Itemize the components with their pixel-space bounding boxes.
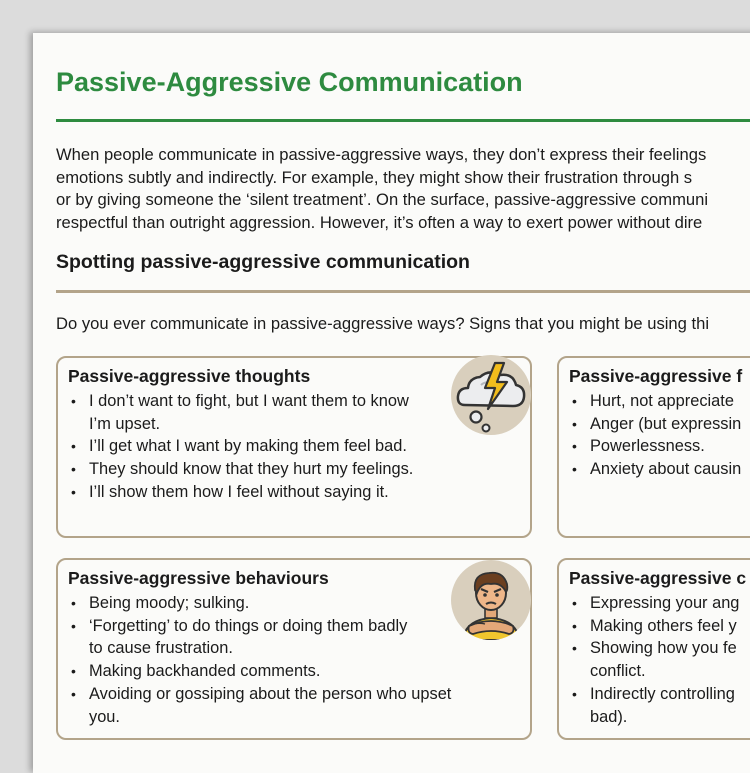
list-item bbox=[569, 390, 750, 413]
list-item-line: conflict. bbox=[590, 662, 646, 681]
intro-paragraph bbox=[56, 144, 750, 234]
list-item-line: • Making backhanded comments. bbox=[89, 662, 321, 681]
list-item-line: • Hurt, not appreciate bbox=[590, 392, 734, 410]
list-item-line: I’m upset. bbox=[89, 414, 161, 433]
card-feelings bbox=[557, 356, 750, 538]
card-list bbox=[569, 592, 750, 728]
list-item bbox=[569, 683, 750, 728]
intro-line: emotions subtly and indirectly. For example, they might show their frustration through s bbox=[56, 167, 693, 187]
card-title: Passive-aggressive f bbox=[569, 366, 743, 386]
list-item-line: • Anger (but expressin bbox=[590, 414, 742, 433]
list-item-line: • Being moody; sulking. bbox=[89, 594, 250, 612]
list-item-line: • I’ll show them how I feel without saying it. bbox=[89, 482, 389, 501]
list-item-line: • Showing how you fe bbox=[590, 639, 737, 658]
list-item-line: • Making others feel y bbox=[590, 616, 737, 635]
list-item-line: bad). bbox=[590, 707, 628, 726]
page-title: Passive-Aggressive Communication bbox=[56, 67, 523, 97]
list-item-line: you. bbox=[89, 707, 120, 726]
list-item-line: • ‘Forgetting’ to do things or doing them badly bbox=[89, 616, 408, 635]
list-item-line: to cause frustration. bbox=[89, 639, 233, 658]
section-divider bbox=[56, 290, 750, 293]
list-item-line: • Expressing your ang bbox=[590, 594, 740, 612]
list-item bbox=[569, 592, 750, 615]
list-item-line: • Anxiety about causin bbox=[590, 460, 742, 479]
list-item-line: • I don’t want to fight, but I want them to know bbox=[89, 392, 409, 410]
list-item bbox=[569, 413, 750, 436]
list-item bbox=[68, 435, 520, 458]
card-list bbox=[569, 390, 750, 481]
sulking-person-icon bbox=[451, 560, 531, 640]
list-item bbox=[569, 458, 750, 481]
title-divider bbox=[56, 119, 750, 122]
card-communication bbox=[557, 558, 750, 740]
list-item bbox=[68, 660, 520, 683]
section-heading: Spotting passive-aggressive communication bbox=[56, 251, 470, 273]
card-title: Passive-aggressive behaviours bbox=[68, 568, 329, 588]
list-item bbox=[68, 481, 520, 504]
list-item-line: • Powerlessness. bbox=[590, 437, 705, 456]
card-title: Passive-aggressive c bbox=[569, 568, 747, 588]
list-item bbox=[569, 637, 750, 682]
list-item-line: • They should know that they hurt my feelings. bbox=[89, 460, 414, 479]
worksheet-page bbox=[33, 33, 750, 773]
list-item-line: • Avoiding or gossiping about the person who upset bbox=[89, 684, 452, 703]
list-item bbox=[569, 435, 750, 458]
list-item-line: • Indirectly controlling bbox=[590, 684, 735, 703]
question-text: Do you ever communicate in passive-aggressive ways? Signs that you might be using thi bbox=[56, 314, 710, 333]
list-item-line: • I’ll get what I want by making them feel bad. bbox=[89, 437, 407, 456]
thunder-cloud-icon bbox=[451, 355, 531, 435]
list-item bbox=[569, 615, 750, 638]
intro-line: or by giving someone the ‘silent treatment’. On the surface, passive-aggressive communi bbox=[56, 190, 709, 209]
intro-line: respectful than outright aggression. However, it’s often a way to exert power without dire bbox=[56, 212, 703, 232]
intro-line: When people communicate in passive-aggressive ways, they don’t express their feelings bbox=[56, 145, 707, 164]
list-item bbox=[68, 458, 520, 481]
card-title: Passive-aggressive thoughts bbox=[68, 366, 311, 386]
list-item bbox=[68, 683, 520, 728]
